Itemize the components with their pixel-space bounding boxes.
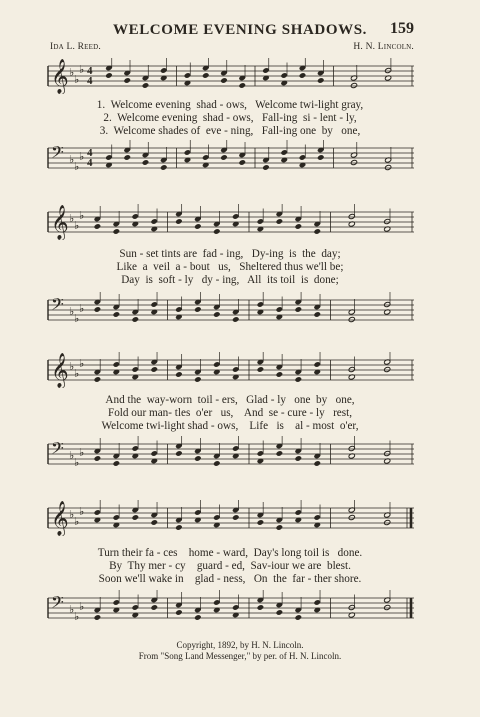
half-note [348, 317, 355, 323]
flat-icon: ♭ [69, 449, 75, 462]
lyrics-system-1 [44, 99, 416, 139]
flat-icon: ♭ [79, 209, 85, 222]
quarter-note [175, 525, 182, 531]
lyric-line: And the way-worn toil - ers, Glad - ly one by one, [105, 394, 355, 406]
time-signature-digit: 4 [87, 65, 93, 77]
flat-icon: ♭ [69, 360, 75, 373]
staff-svg [44, 590, 416, 626]
lyric-line: Soon we'll wake in glad - ness, On the far - ther shore. [98, 573, 362, 586]
flat-icon: ♭ [79, 150, 85, 163]
copyright-footer [0, 640, 480, 662]
bass-staff-system-3 [44, 436, 416, 472]
quarter-note [213, 461, 220, 467]
lyric-line: 1. Welcome evening shad - ows, Welcome twi-light gray, [96, 99, 364, 111]
bass-clef-icon: 𝄢 [51, 294, 64, 318]
quarter-note [113, 461, 120, 467]
quarter-note [175, 610, 182, 616]
quarter-note [239, 83, 246, 89]
quarter-note [151, 605, 158, 611]
staff-svg [44, 292, 416, 328]
quarter-note [295, 615, 302, 621]
half-note [348, 515, 355, 521]
quarter-note [142, 83, 149, 89]
half-note [384, 520, 391, 526]
quarter-note [257, 367, 264, 373]
flat-icon: ♭ [74, 312, 80, 325]
quarter-note [113, 229, 120, 235]
quarter-note [194, 615, 201, 621]
quarter-note [232, 515, 239, 521]
lyric-line: Turn their fa - ces home - ward, Day's long toil is done. [97, 547, 363, 559]
staff-svg [44, 500, 416, 536]
quarter-note [220, 155, 227, 161]
treble-clef-icon: 𝄞 [51, 59, 69, 94]
treble-clef-icon: 𝄞 [51, 353, 69, 388]
treble-staff-system-4 [44, 500, 416, 536]
treble-staff-system-2 [44, 204, 416, 240]
bass-clef-icon: 𝄢 [51, 592, 64, 616]
flat-icon: ♭ [69, 153, 75, 166]
quarter-note [175, 451, 182, 457]
treble-clef-icon: 𝄞 [51, 205, 69, 240]
lyric-line: Day is soft - ly dy - ing, All its toil is done; [121, 274, 339, 287]
quarter-note [132, 317, 139, 323]
quarter-note [314, 461, 321, 467]
quarter-note [213, 312, 220, 318]
lyric-line: 3. Welcome shades of eve - ning, Fall-ing one by one, [99, 125, 361, 138]
lyric-line: By Thy mer - cy guard - ed, Sav-iour we are blest. [109, 560, 351, 573]
flat-icon: ♭ [69, 66, 75, 79]
quarter-note [124, 78, 131, 84]
quarter-note [317, 155, 324, 161]
lyric-line: Welcome twi-light shad - ows, Life is al - most o'er, [101, 420, 359, 433]
time-signature-digit: 4 [87, 75, 93, 87]
quarter-note [124, 155, 131, 161]
half-note [350, 83, 357, 89]
quarter-note [175, 372, 182, 378]
quarter-note [202, 73, 209, 79]
quarter-note [175, 219, 182, 225]
staff-svg [44, 204, 416, 240]
quarter-note [295, 307, 302, 313]
lyric-line: Like a veil a - bout us, Sheltered thus we'll be; [116, 261, 344, 274]
quarter-note [232, 317, 239, 323]
quarter-note [94, 224, 101, 230]
lyricist-credit: Ida L. Reed. [50, 42, 101, 52]
flat-icon: ♭ [79, 63, 85, 76]
quarter-note [132, 515, 139, 521]
flat-icon: ♭ [74, 367, 80, 380]
half-note [385, 165, 392, 171]
staff-svg [44, 58, 416, 94]
quarter-note [276, 451, 283, 457]
page-number: 159 [390, 20, 414, 37]
bass-staff-system-2 [44, 292, 416, 328]
quarter-note [295, 456, 302, 462]
staff-svg [44, 436, 416, 472]
half-note [384, 605, 391, 611]
quarter-note [276, 219, 283, 225]
quarter-note [194, 224, 201, 230]
bass-staff-system-1 [44, 140, 416, 176]
time-signature-digit: 4 [87, 147, 93, 159]
flat-icon: ♭ [74, 219, 80, 232]
quarter-note [276, 525, 283, 531]
quarter-note [295, 377, 302, 383]
flat-icon: ♭ [69, 305, 75, 318]
quarter-note [276, 610, 283, 616]
half-note [350, 160, 357, 166]
copyright-line: Copyright, 1892, by H. N. Lincoln. [176, 640, 304, 650]
quarter-note [94, 377, 101, 383]
quarter-note [314, 229, 321, 235]
lyric-line: 2. Welcome evening shad - ows, Fall-ing si - lent - ly, [103, 112, 357, 125]
quarter-note [239, 160, 246, 166]
quarter-note [113, 312, 120, 318]
lyrics-system-4 [44, 547, 416, 587]
flat-icon: ♭ [69, 603, 75, 616]
quarter-note [105, 73, 112, 79]
quarter-note [142, 160, 149, 166]
flat-icon: ♭ [74, 515, 80, 528]
hymn-title: WELCOME EVENING SHADOWS. [112, 22, 368, 38]
flat-icon: ♭ [79, 600, 85, 613]
time-signature-digit: 4 [87, 157, 93, 169]
flat-icon: ♭ [69, 212, 75, 225]
bass-clef-icon: 𝄢 [51, 142, 64, 166]
quarter-note [276, 372, 283, 378]
flat-icon: ♭ [74, 160, 80, 173]
quarter-note [262, 165, 269, 171]
flat-icon: ♭ [79, 302, 85, 315]
quarter-note [94, 456, 101, 462]
quarter-note [151, 520, 158, 526]
composer-credit: H. N. Lincoln. [353, 42, 414, 52]
quarter-note [160, 165, 167, 171]
quarter-note [314, 312, 321, 318]
flat-icon: ♭ [74, 610, 80, 623]
flat-icon: ♭ [79, 357, 85, 370]
staff-svg [44, 352, 416, 388]
flat-icon: ♭ [69, 508, 75, 521]
flat-icon: ♭ [74, 456, 80, 469]
treble-staff-system-3 [44, 352, 416, 388]
quarter-note [151, 367, 158, 373]
permission-line: From "Song Land Messenger," by per. of H. N. Lincoln. [138, 651, 342, 661]
quarter-note [220, 78, 227, 84]
quarter-note [194, 377, 201, 383]
quarter-note [194, 456, 201, 462]
flat-icon: ♭ [79, 505, 85, 518]
bass-clef-icon: 𝄢 [51, 438, 64, 462]
lyric-line: Sun - set tints are fad - ing, Dy-ing is the day; [119, 248, 341, 260]
quarter-note [295, 224, 302, 230]
flat-icon: ♭ [79, 446, 85, 459]
quarter-note [257, 605, 264, 611]
quarter-note [194, 307, 201, 313]
quarter-note [213, 229, 220, 235]
quarter-note [94, 307, 101, 313]
lyric-line: Fold our man- tles o'er us, And se - cure - ly rest, [107, 407, 353, 420]
flat-icon: ♭ [74, 73, 80, 86]
bass-staff-system-4 [44, 590, 416, 626]
lyrics-system-2 [44, 248, 416, 288]
treble-staff-system-1 [44, 58, 416, 94]
quarter-note [257, 520, 264, 526]
treble-clef-icon: 𝄞 [51, 501, 69, 536]
half-note [384, 367, 391, 373]
lyrics-system-3 [44, 394, 416, 434]
quarter-note [94, 615, 101, 621]
quarter-note [299, 73, 306, 79]
staff-svg [44, 140, 416, 176]
quarter-note [317, 78, 324, 84]
